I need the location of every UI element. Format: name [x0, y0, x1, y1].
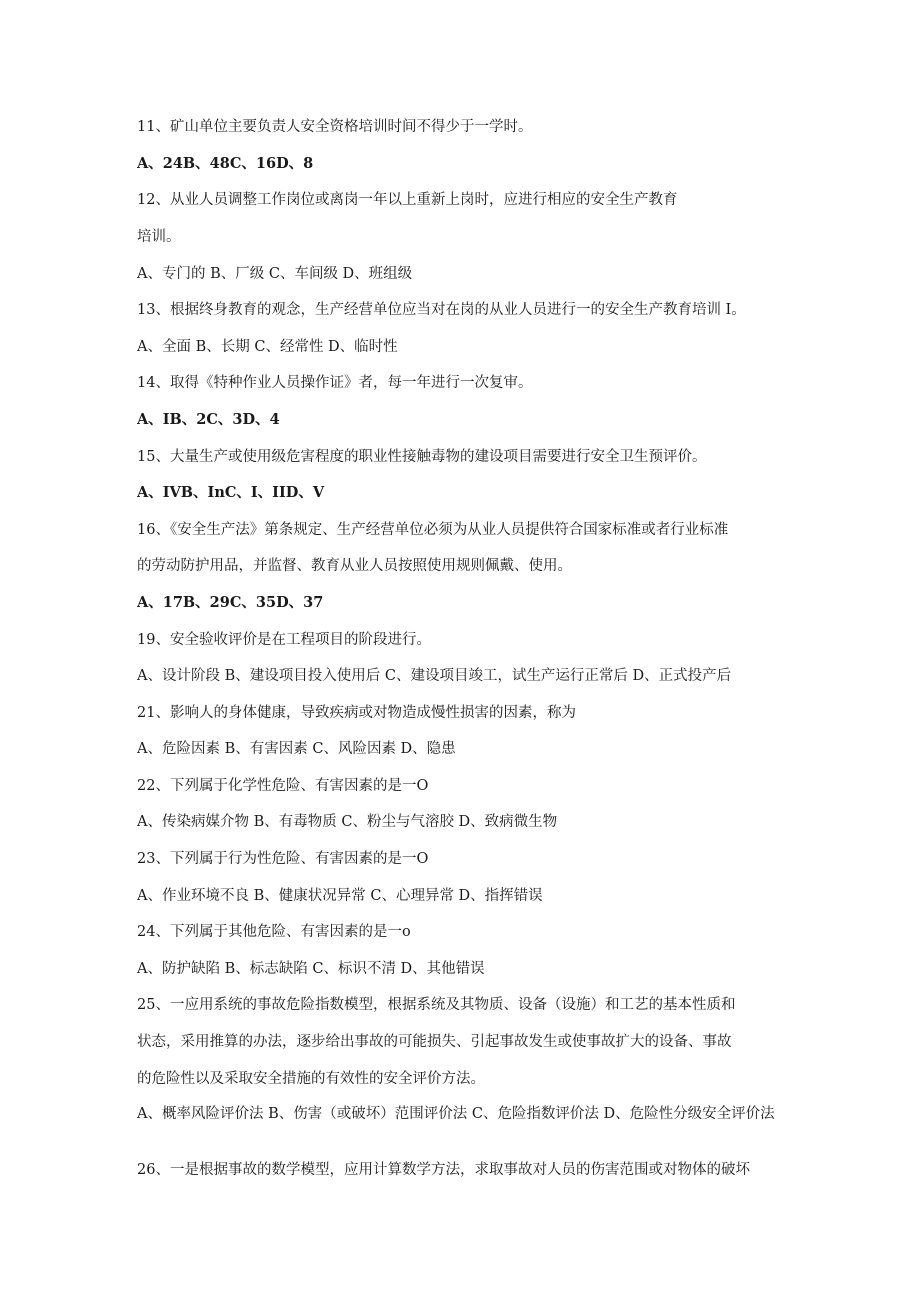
question-16-cont: 的劳动防护用品，并监督、教育从业人员按照使用规则佩戴、使用。: [137, 558, 572, 574]
question-12: 12、从业人员调整工作岗位或离岗一年以上重新上岗时，应进行相应的安全生产教育: [137, 192, 678, 208]
question-24: 24、下列属于其他危险、有害因素的是一o: [137, 924, 411, 940]
question-15: 15、大量生产或使用级危害程度的职业性接触毒物的建设项目需要进行安全卫生预评价。: [137, 449, 707, 465]
question-19: 19、安全验收评价是在工程项目的阶段进行。: [137, 632, 431, 648]
question-16: 16、《安全生产法》第条规定、生产经营单位必须为从业人员提供符合国家标准或者行业标准: [137, 522, 729, 538]
question-14: 14、取得《特种作业人员操作证》者，每一年进行一次复审。: [137, 375, 533, 391]
options-14: A、IB、2C、3D、4: [137, 411, 280, 428]
options-24: A、防护缺陷 B、标志缺陷 C、标识不清 D、其他错误: [137, 961, 485, 977]
options-23: A、作业环境不良 B、健康状况异常 C、心理异常 D、指挥错误: [137, 888, 543, 904]
question-11: 11、矿山单位主要负责人安全资格培训时间不得少于一学时。: [137, 119, 533, 135]
question-25-cont-2: 的危险性以及采取安全措施的有效性的安全评价方法。: [137, 1071, 485, 1087]
options-11: A、24B、48C、16D、8: [137, 155, 314, 172]
question-21: 21、影响人的身体健康，导致疾病或对物造成慢性损害的因素，称为: [137, 705, 576, 721]
options-21: A、危险因素 B、有害因素 C、风险因素 D、隐患: [137, 741, 456, 757]
question-12-cont: 培训。: [137, 229, 181, 245]
options-22: A、传染病媒介物 B、有毒物质 C、粉尘与气溶胶 D、致病微生物: [137, 814, 558, 830]
question-25-cont-1: 状态，采用推算的办法，逐步给出事故的可能损失、引起事故发生或使事故扩大的设备、事故: [137, 1034, 732, 1050]
question-13: 13、根据终身教育的观念，生产经营单位应当对在岗的从业人员进行一的安全生产教育培训 I。: [137, 302, 746, 318]
question-22: 22、下列属于化学性危险、有害因素的是一O: [137, 778, 429, 794]
question-23: 23、下列属于行为性危险、有害因素的是一O: [137, 851, 429, 867]
question-26: 26、一是根据事故的数学模型，应用计算数学方法，求取事故对人员的伤害范围或对物体的破坏: [137, 1162, 750, 1178]
options-15: A、IVB、InC、I、IID、V: [137, 484, 325, 501]
options-19: A、设计阶段 B、建设项目投入使用后 C、建设项目竣工，试生产运行正常后 D、正式投产后: [137, 668, 732, 684]
options-13: A、全面 B、长期 C、经常性 D、临时性: [137, 339, 398, 355]
options-25: A、概率风险评价法 B、伤害（或破坏）范围评价法 C、危险指数评价法 D、危险性分级安全评价法: [137, 1106, 775, 1122]
options-16: A、17B、29C、35D、37: [137, 594, 324, 611]
options-12: A、专门的 B、厂级 C、车间级 D、班组级: [137, 266, 413, 282]
question-25: 25、一应用系统的事故危险指数模型，根据系统及其物质、设备（设施）和工艺的基本性质和: [137, 997, 736, 1013]
